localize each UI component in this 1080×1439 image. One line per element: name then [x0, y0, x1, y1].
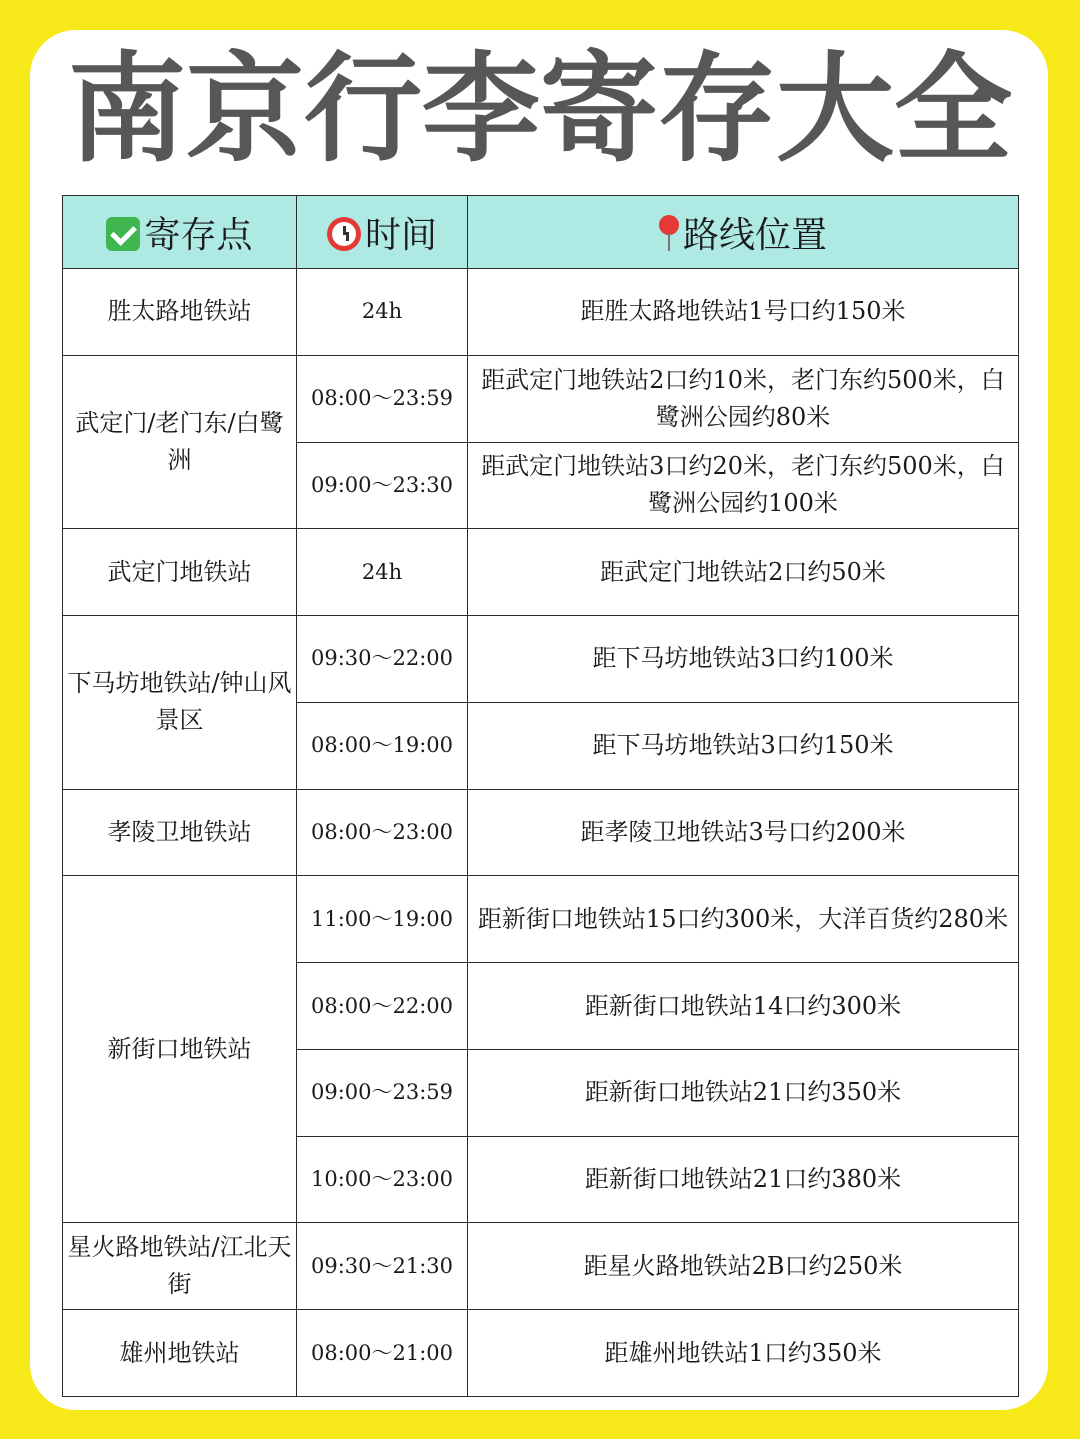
route-cell: 距新街口地铁站21口约380米 [468, 1136, 1019, 1223]
table-row [63, 269, 1019, 356]
time-cell: 08:00～23:59 [297, 355, 468, 442]
map-pin-icon [659, 215, 679, 251]
route-cell: 距星火路地铁站2B口约250米 [468, 1223, 1019, 1310]
table-row [63, 616, 1019, 703]
page-title: 南京行李寄存大全 [67, 40, 1012, 178]
table-row [63, 1223, 1019, 1310]
time-cell: 08:00～23:00 [297, 789, 468, 876]
table-row [63, 876, 1019, 963]
route-cell: 距下马坊地铁站3口约150米 [468, 702, 1019, 789]
time-cell: 09:00～23:30 [297, 442, 468, 529]
location-cell: 孝陵卫地铁站 [63, 789, 297, 876]
location-cell: 下马坊地铁站/钟山风景区 [63, 616, 297, 790]
location-cell: 新街口地铁站 [63, 876, 297, 1223]
route-cell: 距新街口地铁站14口约300米 [468, 963, 1019, 1050]
table-row [63, 789, 1019, 876]
time-cell: 08:00～21:00 [297, 1310, 468, 1397]
header-time: 时间 [297, 196, 468, 269]
header-location: 寄存点 [63, 196, 297, 269]
route-cell: 距雄州地铁站1口约350米 [468, 1310, 1019, 1397]
route-cell: 距孝陵卫地铁站3号口约200米 [468, 789, 1019, 876]
time-cell: 09:30～21:30 [297, 1223, 468, 1310]
time-cell: 10:00～23:00 [297, 1136, 468, 1223]
location-cell: 星火路地铁站/江北天街 [63, 1223, 297, 1310]
time-cell: 24h [297, 269, 468, 356]
route-cell: 距胜太路地铁站1号口约150米 [468, 269, 1019, 356]
time-cell: 08:00～22:00 [297, 963, 468, 1050]
route-cell: 距武定门地铁站2口约10米，老门东约500米，白鹭洲公园约80米 [468, 355, 1019, 442]
route-cell: 距新街口地铁站15口约300米，大洋百货约280米 [468, 876, 1019, 963]
route-cell: 距武定门地铁站2口约50米 [468, 529, 1019, 616]
route-cell: 距新街口地铁站21口约350米 [468, 1049, 1019, 1136]
alarm-clock-icon [327, 217, 361, 251]
time-cell: 09:00～23:59 [297, 1049, 468, 1136]
storage-table [62, 195, 1019, 1397]
table-row [63, 355, 1019, 442]
time-cell: 24h [297, 529, 468, 616]
time-cell: 11:00～19:00 [297, 876, 468, 963]
table-body [63, 269, 1019, 1397]
time-cell: 09:30～22:00 [297, 616, 468, 703]
route-cell: 距下马坊地铁站3口约100米 [468, 616, 1019, 703]
table-header-row [63, 196, 1019, 269]
location-cell: 雄州地铁站 [63, 1310, 297, 1397]
table-row [63, 529, 1019, 616]
check-mark-icon [106, 217, 140, 251]
table-row [63, 1310, 1019, 1397]
time-cell: 08:00～19:00 [297, 702, 468, 789]
header-route: 路线位置 [468, 196, 1019, 269]
location-cell: 胜太路地铁站 [63, 269, 297, 356]
location-cell: 武定门/老门东/白鹭洲 [63, 355, 297, 529]
location-cell: 武定门地铁站 [63, 529, 297, 616]
route-cell: 距武定门地铁站3口约20米，老门东约500米，白鹭洲公园约100米 [468, 442, 1019, 529]
